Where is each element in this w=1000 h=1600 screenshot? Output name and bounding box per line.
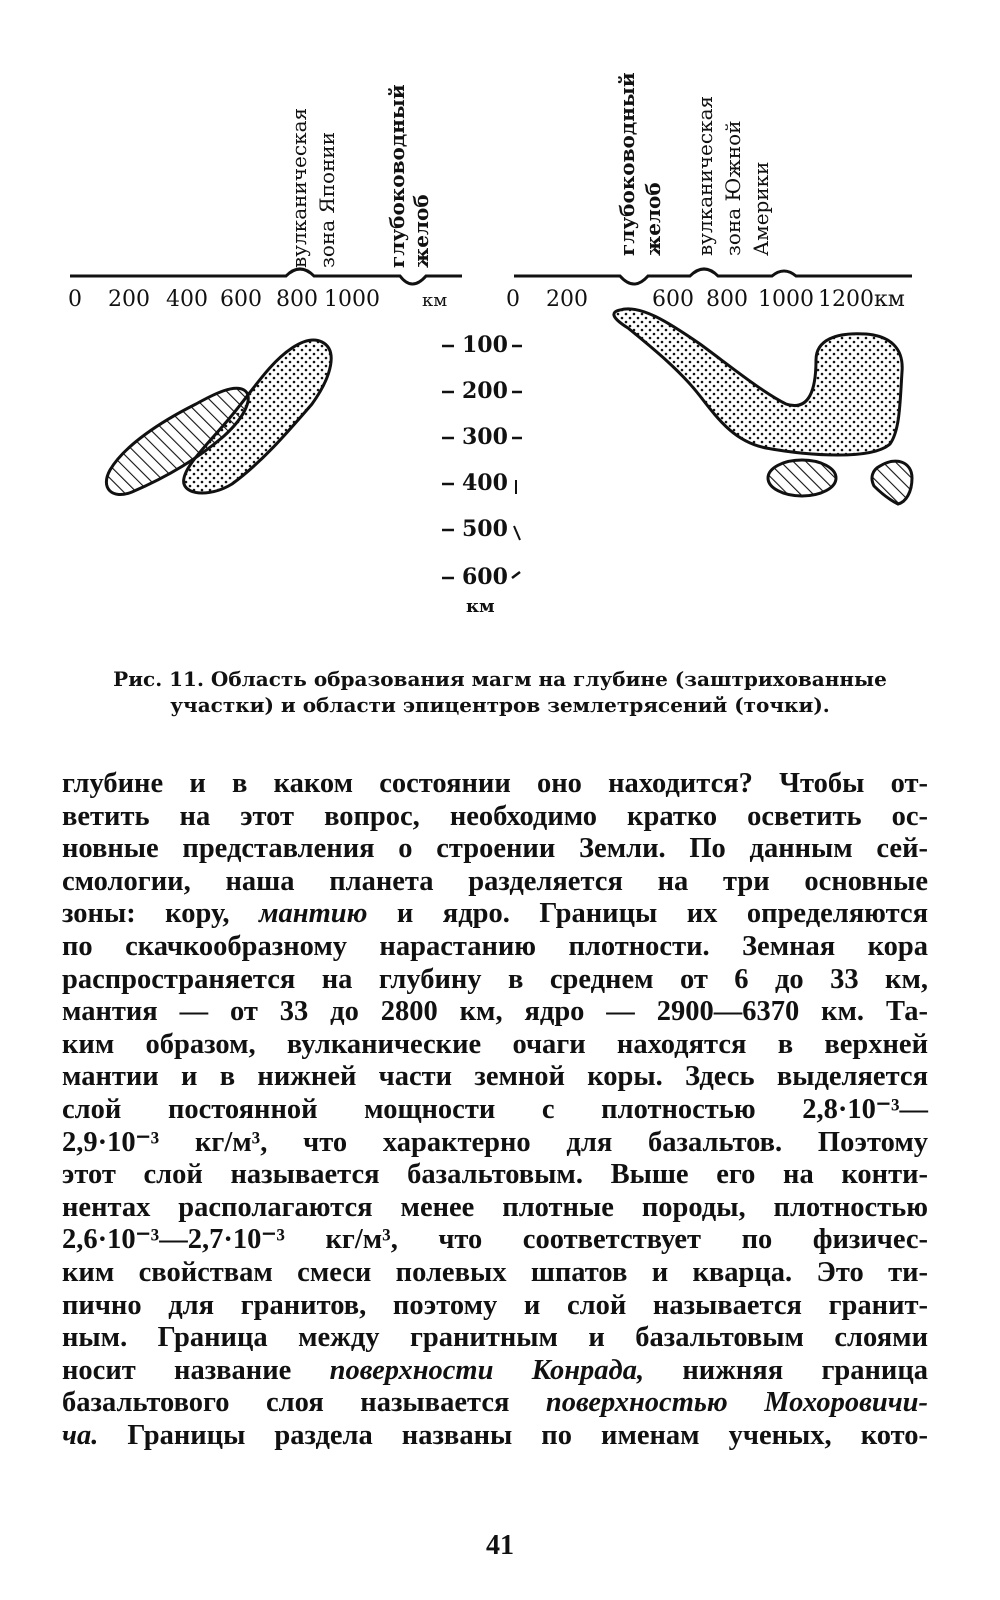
text-span: Границы раздела названы по именам ученых, кото- [98, 1419, 928, 1451]
text-span: 2,6·10⁻³—2,7·10⁻³ кг/м³, что соответствует по физичес- [62, 1224, 928, 1256]
text-line [62, 866, 928, 899]
text-span: ным. Граница между гранитным и базальтовым слоями [62, 1322, 928, 1354]
left-tick-1000: 1000 [324, 287, 380, 312]
depth-tick-400: 400 [462, 470, 508, 496]
text-span: и ядро. Границы их определяются [367, 898, 928, 930]
left-trench-label-2: желоб [409, 194, 433, 268]
right-trench-label-2: желоб [641, 182, 665, 256]
text-line [62, 1061, 928, 1094]
depth-tick-300: 300 [462, 424, 508, 450]
right-trench-label-1: глубоководный [615, 72, 639, 256]
text-span: смологии, наша планета разделяется на три основные [62, 865, 928, 897]
left-tick-400: 400 [166, 287, 208, 312]
right-volcanic-label-1: вулканическая [693, 95, 717, 256]
text-line [62, 1127, 928, 1160]
depth-tick-100: 100 [462, 332, 508, 358]
depth-tick-200: 200 [462, 378, 508, 404]
left-surface-profile [70, 269, 462, 284]
italic-term: поверхности Конрада, [329, 1354, 645, 1386]
text-span: распространяется на глубину в среднем от 6 до 33 км, [62, 963, 928, 995]
text-span: базальтового слоя называется [62, 1387, 546, 1419]
text-line [62, 1257, 928, 1290]
text-line [62, 801, 928, 834]
text-span: нижняя граница [644, 1354, 929, 1386]
depth-tick-500: 500 [462, 516, 508, 542]
text-line [62, 1029, 928, 1062]
text-line [62, 1322, 928, 1355]
text-span: ким образом, вулканические очаги находятся в верхней [62, 1028, 928, 1060]
text-span: мантия — от 33 до 2800 км, ядро — 2900—6370 км. Та- [62, 996, 928, 1028]
left-distance-ticks [68, 287, 447, 312]
figure-svg [0, 0, 1000, 640]
text-span: по скачкообразному нарастанию плотности. Земная кора [62, 930, 928, 962]
text-span: новные представления о строении Земли. По данным сей- [62, 833, 928, 865]
right-tick-1000: 1000 [758, 287, 814, 312]
left-tick-600: 600 [220, 287, 262, 312]
text-span: ветить на этот вопрос, необходимо кратко осветить ос- [62, 800, 928, 832]
right-distance-ticks [506, 287, 905, 312]
depth-unit: км [466, 596, 495, 617]
text-span: нентах располагаются менее плотные породы, плотностью [62, 1191, 928, 1223]
right-volcanic-label-3: Америки [749, 161, 773, 256]
text-span: глубине и в каком состоянии оно находится? Чтобы от- [62, 768, 928, 799]
text-span: этот слой называется базальтовым. Выше его на конти- [62, 1159, 928, 1191]
text-span: пично для гранитов, поэтому и слой называется гранит- [62, 1289, 928, 1321]
right-tick-800: 800 [706, 287, 748, 312]
caption-line-1: Рис. 11. Область образования магм на глубине (заштрихованные [113, 667, 887, 691]
text-line [62, 1094, 928, 1127]
figure-magma-sections [0, 0, 1000, 640]
caption-line-2: участки) и области эпицентров землетрясений (точки). [170, 693, 830, 717]
depth-scale [442, 332, 522, 617]
text-line [62, 996, 928, 1029]
text-line [62, 1290, 928, 1323]
text-line [62, 1224, 928, 1257]
right-tick-0: 0 [506, 287, 520, 312]
right-vertical-labels [615, 72, 773, 256]
left-volcanic-label-2: зона Японии [315, 131, 339, 268]
right-epicentre-area [614, 309, 902, 455]
text-line [62, 931, 928, 964]
text-line [62, 1355, 928, 1388]
right-surface-profile [514, 269, 912, 284]
text-span: слой постоянной мощности с плотностью 2,8·10⁻³— [62, 1093, 928, 1125]
right-volcanic-label-2: зона Южной [721, 120, 745, 256]
italic-term: ча. [62, 1419, 99, 1451]
text-span: ким свойствам смеси полевых шпатов и кварца. Это ти- [62, 1256, 928, 1288]
left-distance-unit: км [422, 290, 448, 311]
depth-tick-600: 600 [462, 564, 508, 590]
text-line [62, 768, 928, 801]
text-line [62, 964, 928, 997]
left-vertical-labels [287, 84, 433, 268]
text-span: мантии и в нижней части земной коры. Здесь выделяется [62, 1061, 928, 1093]
figure-caption [62, 666, 938, 718]
text-span: 2,9·10⁻³ кг/м³, что характерно для базальтов. Поэтому [62, 1126, 928, 1158]
body-paragraph [62, 768, 928, 1452]
right-magma-area-1 [768, 460, 836, 496]
left-volcanic-label-1: вулканическая [287, 107, 311, 268]
right-magma-area-2 [872, 461, 912, 504]
text-line [62, 1159, 928, 1192]
left-trench-label-1: глубоководный [385, 84, 409, 268]
text-line [62, 833, 928, 866]
text-span: носит название [62, 1354, 330, 1386]
page-number: 41 [486, 1530, 514, 1561]
text-line [62, 1387, 928, 1420]
text-line [62, 1420, 928, 1453]
left-tick-200: 200 [108, 287, 150, 312]
text-line [62, 1192, 928, 1225]
left-tick-800: 800 [276, 287, 318, 312]
right-tick-1200: 1200км [818, 287, 905, 312]
right-tick-200: 200 [546, 287, 588, 312]
italic-term: мантию [258, 898, 368, 930]
left-tick-0: 0 [68, 287, 82, 312]
text-line [62, 898, 928, 931]
text-span: зоны: кору, [62, 898, 259, 930]
right-tick-600: 600 [652, 287, 694, 312]
italic-term: поверхностью Мохоровичи- [545, 1387, 928, 1419]
